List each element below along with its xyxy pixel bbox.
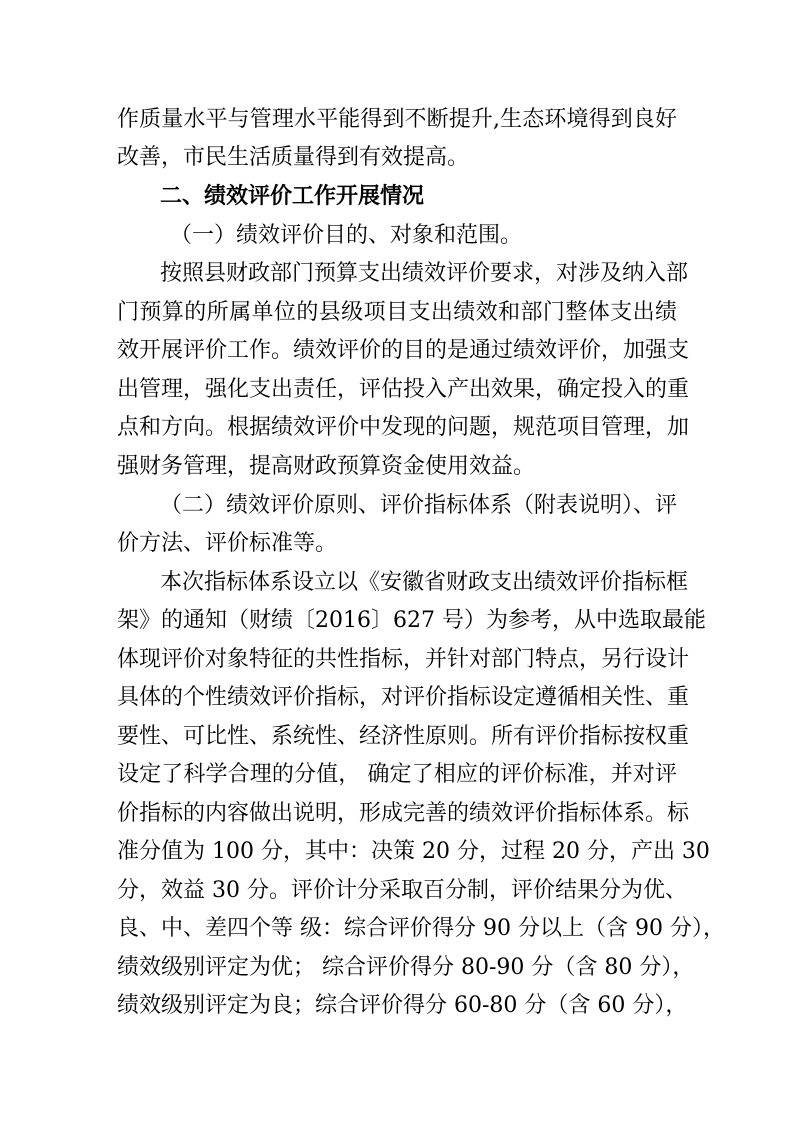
text-line: 效开展评价工作。绩效评价的目的是通过绩效评价，加强支 xyxy=(117,338,690,363)
paragraph-1-line-3 xyxy=(0,334,793,368)
subsection-heading-1 xyxy=(0,219,793,253)
paragraph-1-line-6 xyxy=(0,450,793,484)
text-line: 绩效级别评定为优； 综合评价得分 80-90 分（含 80 分）， xyxy=(117,955,695,980)
paragraph-2-line-7 xyxy=(0,797,793,831)
paragraph-1-line-5 xyxy=(0,411,793,445)
paragraph-2-line-6 xyxy=(0,758,793,792)
paragraph-1-line-1 xyxy=(0,257,793,291)
paragraph-0-line-2 xyxy=(0,141,793,175)
paragraph-2-line-5 xyxy=(0,720,793,754)
paragraph-1-line-4 xyxy=(0,373,793,407)
paragraph-2-line-3 xyxy=(0,643,793,677)
subsection-heading-2-line-2 xyxy=(0,527,793,561)
text-line: 良、中、差四个等 级：综合评价得分 90 分以上（含 90 分）， xyxy=(117,916,725,941)
text-line: 绩效级别评定为良；综合评价得分 60-80 分（含 60 分）， xyxy=(117,993,688,1018)
paragraph-2-line-9 xyxy=(0,874,793,908)
text-line: 点和方向。根据绩效评价中发现的问题，规范项目管理，加 xyxy=(117,415,690,440)
text-line: 本次指标体系设立以《安徽省财政支出绩效评价指标框 xyxy=(160,570,689,595)
text-line: 准分值为 100 分，其中：决策 20 分，过程 20 分，产出 30 xyxy=(117,839,710,864)
text-line: 出管理，强化支出责任，评估投入产出效果，确定投入的重 xyxy=(117,377,690,402)
paragraph-2-line-4 xyxy=(0,681,793,715)
text-line: 强财务管理，提高财政预算资金使用效益。 xyxy=(117,454,536,479)
subheading-text: 价方法、评价标准等。 xyxy=(117,531,338,556)
text-line: 体现评价对象特征的共性指标，并针对部门特点，另行设计 xyxy=(117,647,690,672)
text-line: 设定了科学合理的分值， 确定了相应的评价标准，并对评 xyxy=(117,762,677,787)
paragraph-2-line-1 xyxy=(0,566,793,600)
text-line: 改善，市民生活质量得到有效提高。 xyxy=(117,145,470,170)
subheading-text: （一）绩效评价目的、对象和范围。 xyxy=(170,223,523,248)
paragraph-2-line-12 xyxy=(0,989,793,1023)
text-line: 具体的个性绩效评价指标，对评价指标设定遵循相关性、重 xyxy=(117,685,690,710)
paragraph-2-line-8 xyxy=(0,835,793,869)
text-line: 门预算的所属单位的县级项目支出绩效和部门整体支出绩 xyxy=(117,300,677,325)
text-line: 按照县财政部门预算支出绩效评价要求，对涉及纳入部 xyxy=(160,261,689,286)
text-line: 价指标的内容做出说明，形成完善的绩效评价指标体系。标 xyxy=(117,801,690,826)
paragraph-2-line-2 xyxy=(0,604,793,638)
subheading-text: （二）绩效评价原则、评价指标体系（附表说明）、评 xyxy=(160,493,678,518)
paragraph-1-line-2 xyxy=(0,296,793,330)
text-line: 要性、可比性、系统性、经济性原则。所有评价指标按权重 xyxy=(117,724,690,749)
paragraph-2-line-10 xyxy=(0,912,793,946)
text-line: 架》的通知（财绩〔2016〕627 号）为参考，从中选取最能 xyxy=(117,608,706,633)
paragraph-2-line-11 xyxy=(0,951,793,985)
text-line: 分，效益 30 分。评价计分采取百分制，评价结果分为优、 xyxy=(117,878,687,903)
heading-text: 二、绩效评价工作开展情况 xyxy=(160,184,425,209)
subsection-heading-2-line-1 xyxy=(0,489,793,523)
text-line: 作质量水平与管理水平能得到不断提升,生态环境得到良好 xyxy=(117,107,677,132)
paragraph-0-line-1 xyxy=(0,103,793,137)
section-heading-2 xyxy=(0,180,793,214)
